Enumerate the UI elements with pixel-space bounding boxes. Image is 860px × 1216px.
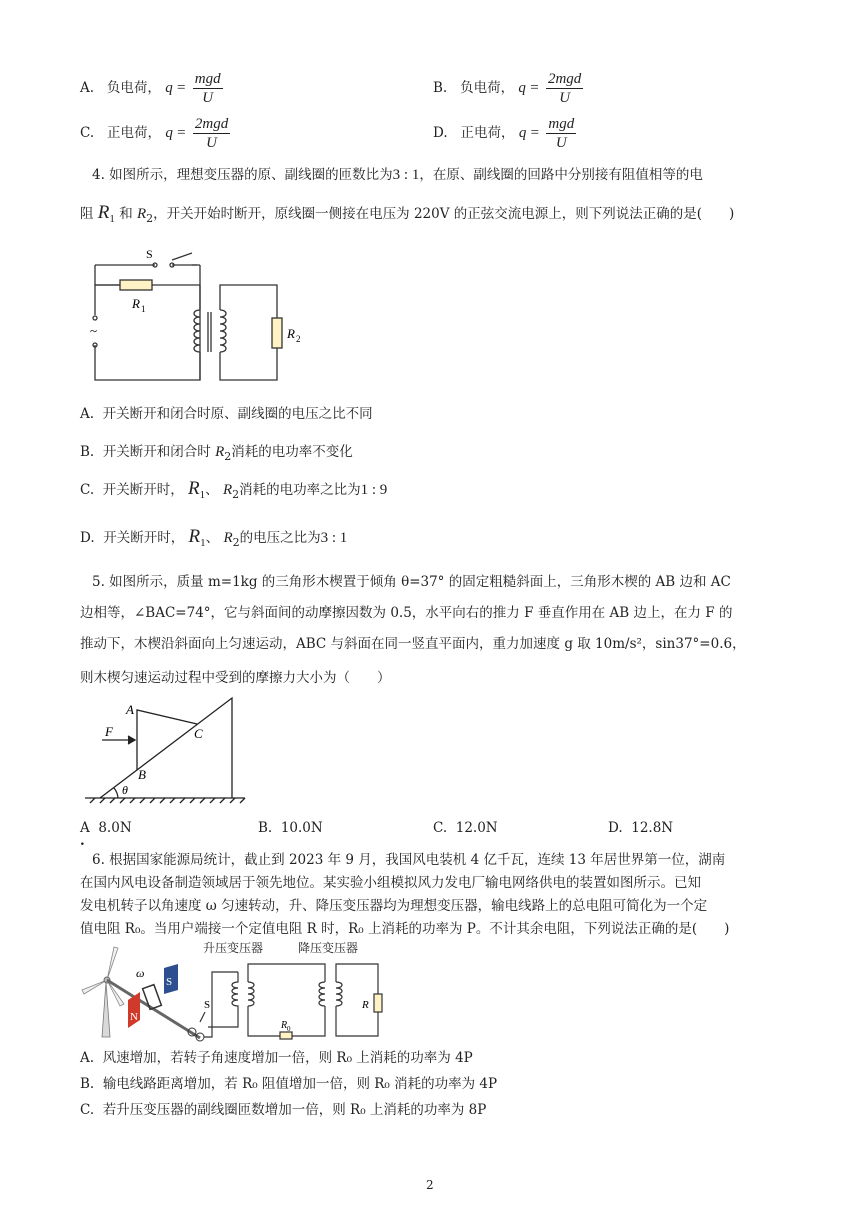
- option-letter: A.: [80, 1050, 95, 1066]
- equals-sign: =: [530, 125, 540, 141]
- text: 开关断开和闭合时: [102, 444, 211, 460]
- text: 的电压之比为: [239, 530, 321, 546]
- ratio: 3 : 1: [392, 167, 420, 183]
- q6-stem-line2: 在国内风电设备制造领域居于领先地位。某实验小组模拟风力发电厂输电网络供电的装置如图所示。已知: [80, 875, 701, 891]
- text: 、: [205, 482, 219, 498]
- text: 开关断开时，: [102, 482, 184, 498]
- q5-option-d: [608, 820, 673, 836]
- q5-option-a: [80, 820, 132, 836]
- q6-wind-power-figure: [80, 942, 390, 1042]
- text: 消耗的电功率之比为: [239, 482, 361, 498]
- numerator: 2mgd: [194, 116, 229, 132]
- option-charge: 正电荷，: [460, 125, 515, 141]
- option-letter: A: [80, 820, 90, 836]
- q3-option-c: [80, 115, 230, 152]
- subscript: 2: [224, 450, 232, 463]
- fraction: [546, 115, 576, 152]
- q4-option-a: [80, 402, 373, 422]
- q5-option-c: [433, 820, 498, 836]
- q4-option-d: [80, 526, 347, 549]
- q6-stem-line3: 发电机转子以角速度 ω 匀速转动，升、降压变压器均为理想变压器，输电线路上的总电阻可简化为一个定: [80, 898, 708, 914]
- option-letter: D.: [433, 125, 448, 141]
- text: 阻: [80, 206, 94, 222]
- var-q: q: [518, 80, 526, 96]
- ac-source-icon: ~: [90, 323, 98, 338]
- step-down-label: 降压变压器: [298, 941, 359, 955]
- q6-option-b: [80, 1072, 497, 1092]
- option-letter: D.: [80, 530, 95, 546]
- q3-option-b: [433, 70, 583, 107]
- option-letter: B.: [433, 80, 448, 96]
- s-magnet-label: S: [166, 976, 173, 988]
- option-letter: C.: [80, 125, 95, 141]
- text: ，在原、副线圈的回路中分别接有阻值相等的电: [419, 167, 703, 183]
- q6-stem-line4: 值电阻 R₀。当用户端接一个定值电阻 R 时，R₀ 上消耗的功率为 P。不计其余电阻，下列说法正确的是( ): [80, 921, 730, 937]
- text: 、: [205, 530, 220, 546]
- resistor-symbol: R: [188, 478, 200, 499]
- option-letter: B.: [258, 820, 273, 836]
- var-q: q: [518, 125, 527, 141]
- q5-option-b: [258, 820, 323, 836]
- vertex-b-label: B: [138, 767, 146, 782]
- option-letter: B.: [80, 444, 95, 460]
- q5-stem-line4: 则木楔匀速运动过程中受到的摩擦力大小为（ ）: [80, 670, 391, 686]
- option-text: 若升压变压器的副线圈匝数增加一倍，则 R₀ 上消耗的功率为 8P: [102, 1102, 487, 1118]
- var-q: q: [165, 125, 173, 141]
- r0-label: R: [281, 1020, 288, 1031]
- q4-transformer-circuit: [80, 240, 320, 385]
- omega-label: ω: [136, 966, 145, 980]
- vertex-a-label: A: [126, 702, 134, 717]
- option-text: 12.0N: [455, 820, 498, 836]
- fraction: [193, 70, 223, 107]
- switch-label: S: [204, 999, 211, 1011]
- numerator: mgd: [548, 116, 575, 132]
- q4-option-c: [80, 478, 387, 501]
- r-label: R: [362, 999, 369, 1011]
- equals-sign: =: [530, 80, 539, 96]
- q4-option-b: [80, 440, 353, 463]
- r2-label: R: [287, 326, 295, 341]
- subscript: 1: [199, 489, 206, 501]
- option-charge: 正电荷，: [107, 125, 162, 141]
- q6-option-a: [80, 1046, 473, 1066]
- option-text: 10.0N: [280, 820, 323, 836]
- text: ，开关开始时断开，原线圈一侧接在电压为 220V 的正弦交流电源上，则下列说法正确的是( ): [153, 206, 735, 222]
- resistor-symbol: R: [188, 526, 201, 547]
- subscript: 2: [232, 536, 240, 549]
- subscript: 2: [146, 212, 154, 225]
- q5-incline-figure: [80, 695, 250, 810]
- subscript: 2: [232, 488, 240, 501]
- denominator: U: [206, 135, 217, 151]
- option-text: 12.8N: [631, 820, 674, 836]
- denominator: U: [202, 90, 214, 106]
- r2-sub: 2: [296, 334, 301, 344]
- q4-stem-line2: [80, 203, 734, 229]
- option-charge: 负电荷，: [106, 80, 161, 96]
- option-letter: A.: [80, 80, 95, 96]
- equals-sign: =: [177, 80, 186, 96]
- text: 开关断开时，: [103, 530, 185, 546]
- numerator: mgd: [194, 71, 221, 87]
- text: 4. 如图所示，理想变压器的原、副线圈的匝数比为: [92, 167, 393, 183]
- option-text: 开关断开和闭合时原、副线圈的电压之比不同: [102, 406, 373, 422]
- option-letter: C.: [433, 820, 448, 836]
- subscript: 1: [109, 213, 115, 225]
- denominator: U: [559, 90, 571, 106]
- text: 和: [119, 206, 133, 222]
- q5-stem-line1: 5. 如图所示，质量 m=1kg 的三角形木楔置于倾角 θ=37° 的固定粗糙斜面上，三角形木楔的 AB 边和 AC: [92, 574, 731, 590]
- page-number: 2: [426, 1178, 434, 1192]
- text: 消耗的电功率不变化: [231, 444, 353, 460]
- option-letter: B.: [80, 1076, 95, 1092]
- ratio: 1 : 9: [360, 482, 388, 498]
- q6-stem-line1: 6. 根据国家能源局统计，截止到 2023 年 9 月，我国风电装机 4 亿千瓦，连续 13 年居世界第一位，湖南: [92, 852, 726, 868]
- denominator: U: [555, 135, 567, 151]
- q3-option-d: [433, 115, 576, 152]
- equals-sign: =: [177, 125, 186, 141]
- q5-stem-line2: 边相等，∠BAC=74°，它与斜面间的动摩擦因数为 0.5，水平向右的推力 F 垂直作用在 AB 边上，在力 F 的: [80, 605, 733, 621]
- q5-stem-line3: 推动下，木楔沿斜面向上匀速运动，ABC 与斜面在同一竖直平面内，重力加速度 g 取 10m/s²，sin37°=0.6，: [80, 636, 746, 652]
- var-q: q: [165, 80, 173, 96]
- option-text: 输电线路距离增加，若 R₀ 阻值增加一倍，则 R₀ 消耗的功率为 4P: [102, 1076, 498, 1092]
- q6-option-c: [80, 1098, 486, 1118]
- option-letter: C.: [80, 1102, 95, 1118]
- fraction: [546, 70, 583, 107]
- theta-label: θ: [122, 783, 128, 797]
- subscript: 1: [200, 537, 206, 549]
- fraction: [193, 115, 230, 152]
- ratio: 3 : 1: [320, 530, 348, 546]
- option-letter: D.: [608, 820, 623, 836]
- r1-label: R: [132, 296, 140, 311]
- option-text: 8.0N: [98, 820, 132, 836]
- q4-stem-line1: [92, 165, 703, 185]
- option-charge: 负电荷，: [460, 80, 515, 96]
- r1-sub: 1: [141, 304, 146, 314]
- n-magnet-label: N: [130, 1011, 138, 1023]
- option-text: 风速增加，若转子角速度增加一倍，则 R₀ 上消耗的功率为 4P: [102, 1050, 473, 1066]
- vertex-c-label: C: [194, 726, 203, 741]
- option-letter: C.: [80, 482, 95, 498]
- resistor-symbol: R: [223, 530, 233, 546]
- option-letter: A.: [80, 406, 95, 422]
- step-up-label: 升压变压器: [203, 941, 264, 955]
- q5-dot: .: [80, 833, 85, 849]
- switch-label: S: [146, 247, 153, 261]
- r0-sub: 0: [287, 1025, 291, 1033]
- force-f-label: F: [105, 724, 113, 739]
- numerator: 2mgd: [547, 71, 582, 87]
- q3-option-a: [80, 70, 223, 107]
- resistor-r2-symbol: R: [137, 206, 147, 222]
- resistor-symbol: R: [222, 482, 233, 498]
- resistor-symbol: R: [215, 444, 225, 460]
- resistor-r1-symbol: R: [97, 202, 110, 223]
